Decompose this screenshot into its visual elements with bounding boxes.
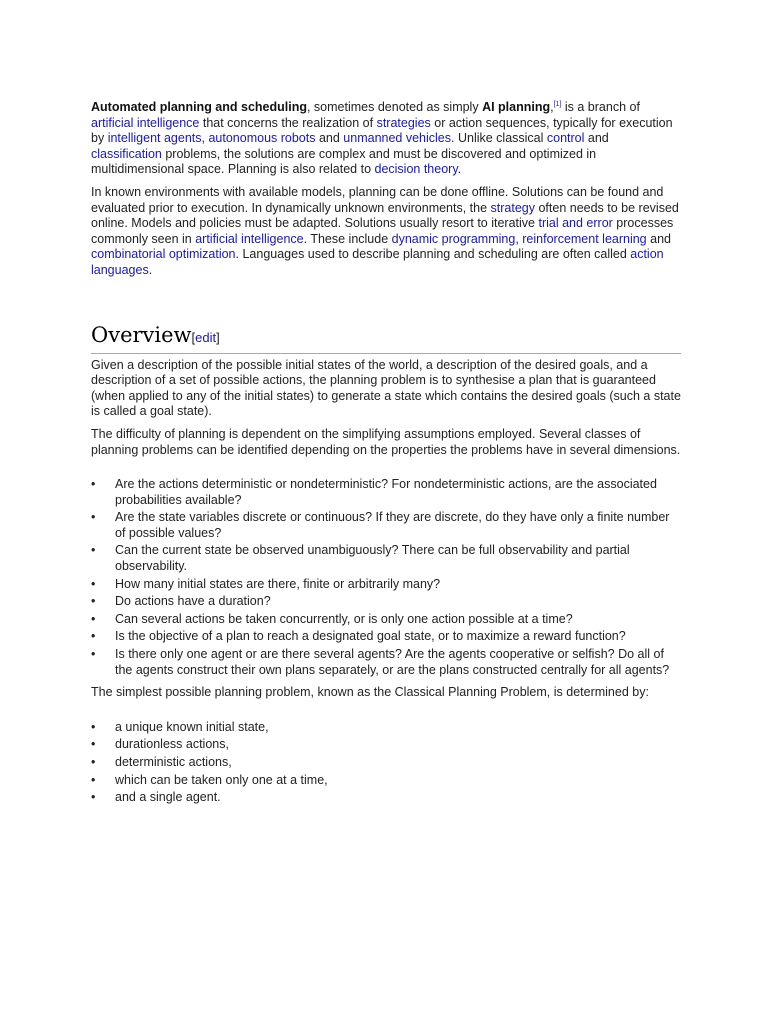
- list-item: [91, 612, 681, 628]
- list-item: [91, 755, 681, 771]
- list-item-text: a unique known initial state,: [115, 719, 269, 734]
- overview-paragraph-3: The simplest possible planning problem, known as the Classical Planning Problem, is determined by:: [91, 685, 649, 700]
- section-title: Overview: [91, 322, 192, 347]
- list-item-text: and a single agent.: [115, 790, 221, 805]
- bullet-icon: •: [91, 772, 96, 787]
- list-item: [91, 577, 681, 593]
- bullet-icon: •: [91, 737, 96, 752]
- list-item-text: How many initial states are there, finite or arbitrarily many?: [115, 576, 441, 591]
- bullet-icon: •: [91, 576, 96, 591]
- list-item: [91, 510, 681, 541]
- link-decision-theory[interactable]: decision theory: [374, 162, 458, 177]
- bullet-icon: •: [91, 543, 96, 558]
- bullet-icon: •: [91, 719, 96, 734]
- citation-link[interactable]: [1]: [553, 100, 562, 108]
- list-item-text: Do actions have a duration?: [115, 594, 271, 609]
- list-item: [91, 790, 681, 806]
- list-item-text: deterministic actions,: [115, 755, 232, 769]
- list-item: [91, 477, 681, 508]
- bullet-icon: •: [91, 510, 96, 525]
- link-strategy[interactable]: strategy: [490, 200, 535, 215]
- overview-heading: Overview[edit]: [91, 322, 681, 354]
- edit-section-link[interactable]: edit: [195, 329, 217, 345]
- bullet-icon: •: [91, 611, 96, 626]
- link-dynamic-programming[interactable]: dynamic programming: [391, 231, 516, 246]
- bullet-icon: •: [91, 629, 96, 644]
- bullet-icon: •: [91, 647, 96, 662]
- list-item-text: Are the state variables discrete or continuous? If they are discrete, do they have only a finite number of possible values?: [115, 510, 670, 540]
- list-item-text: which can be taken only one at a time,: [115, 772, 328, 787]
- list-item-text: Can the current state be observed unambiguously? There can be full observability and partial observability.: [115, 543, 630, 574]
- link-artificial-intelligence[interactable]: artificial intelligence: [91, 115, 200, 130]
- bullet-icon: •: [91, 477, 96, 492]
- intro-paragraph-1: Automated planning and scheduling, sometimes denoted as simply AI planning,[1] is a branch of artificial intelligence that concerns the realization of strategies or action sequences, typically for execution by intelligent agents, autonomous robots and unmanned vehicles. Unlike classical control and classification problems, the solutions are complex and must be discovered and optimized in multidimensional space. Planning is also related to decision theory.: [91, 100, 673, 177]
- classical-planning-list: [91, 720, 681, 806]
- list-item: [91, 594, 681, 610]
- link-reinforcement-learning[interactable]: reinforcement learning: [522, 231, 647, 246]
- list-item: [91, 647, 681, 678]
- list-item-text: Is the objective of a plan to reach a designated goal state, or to maximize a reward function?: [115, 629, 626, 644]
- article-term-alias: AI planning: [482, 100, 551, 114]
- intro-paragraph-2: In known environments with available models, planning can be done offline. Solutions can be found and evaluated prior to execution. In dynamically unknown environments, the strategy often needs to be revised online. Models and policies must be adapted. Solutions usually resort to iterative trial and error processes commonly seen in artificial intelligence. These include dynamic programming, reinforcement learning and combinatorial optimization. Languages used to describe planning and scheduling are often called action languages.: [91, 184, 679, 277]
- list-item-text: durationless actions,: [115, 737, 229, 752]
- bullet-icon: •: [91, 594, 96, 609]
- overview-paragraph-1: Given a description of the possible initial states of the world, a description of the desired goals, and a description of a set of possible actions, the planning problem is to synthesise a plan that is guaranteed (when applied to any of the initial states) to generate a state which contains the desired goals (such a state is called a goal state).: [91, 357, 681, 419]
- link-control[interactable]: control: [546, 131, 585, 146]
- link-intelligent-agents[interactable]: intelligent agents: [107, 131, 202, 146]
- link-artificial-intelligence-2[interactable]: artificial intelligence: [195, 231, 304, 246]
- planning-dimensions-list: [91, 477, 681, 678]
- bullet-icon: •: [91, 790, 96, 805]
- article-term: Automated planning and scheduling: [91, 100, 307, 114]
- link-action-languages[interactable]: action languages: [91, 247, 664, 277]
- link-combinatorial-optimization[interactable]: combinatorial optimization: [91, 247, 236, 262]
- link-autonomous-robots[interactable]: autonomous robots: [208, 131, 316, 146]
- list-item: [91, 737, 681, 753]
- list-item-text: Is there only one agent or are there several agents? Are the agents cooperative or selfish? Do all of the agents construct their own plans separately, or are the plans constructed centrally for all agents?: [115, 647, 670, 677]
- list-item: [91, 629, 681, 645]
- link-strategies[interactable]: strategies: [376, 115, 431, 130]
- list-item-text: Can several actions be taken concurrently, or is only one action possible at a time?: [115, 611, 573, 626]
- list-item: [91, 720, 681, 736]
- list-item: [91, 543, 681, 574]
- link-trial-and-error[interactable]: trial and error: [538, 216, 613, 231]
- link-unmanned-vehicles[interactable]: unmanned vehicles: [343, 131, 452, 146]
- bullet-icon: •: [91, 755, 96, 769]
- overview-paragraph-2: The difficulty of planning is dependent on the simplifying assumptions employed. Several classes of planning problems can be identified depending on the properties the problems have in several dimensions.: [91, 426, 681, 457]
- article-content: [91, 100, 681, 808]
- list-item: [91, 773, 681, 789]
- list-item-text: Are the actions deterministic or nondeterministic? For nondeterministic actions, are the associated probabilities available?: [115, 477, 657, 507]
- link-classification[interactable]: classification: [91, 146, 162, 161]
